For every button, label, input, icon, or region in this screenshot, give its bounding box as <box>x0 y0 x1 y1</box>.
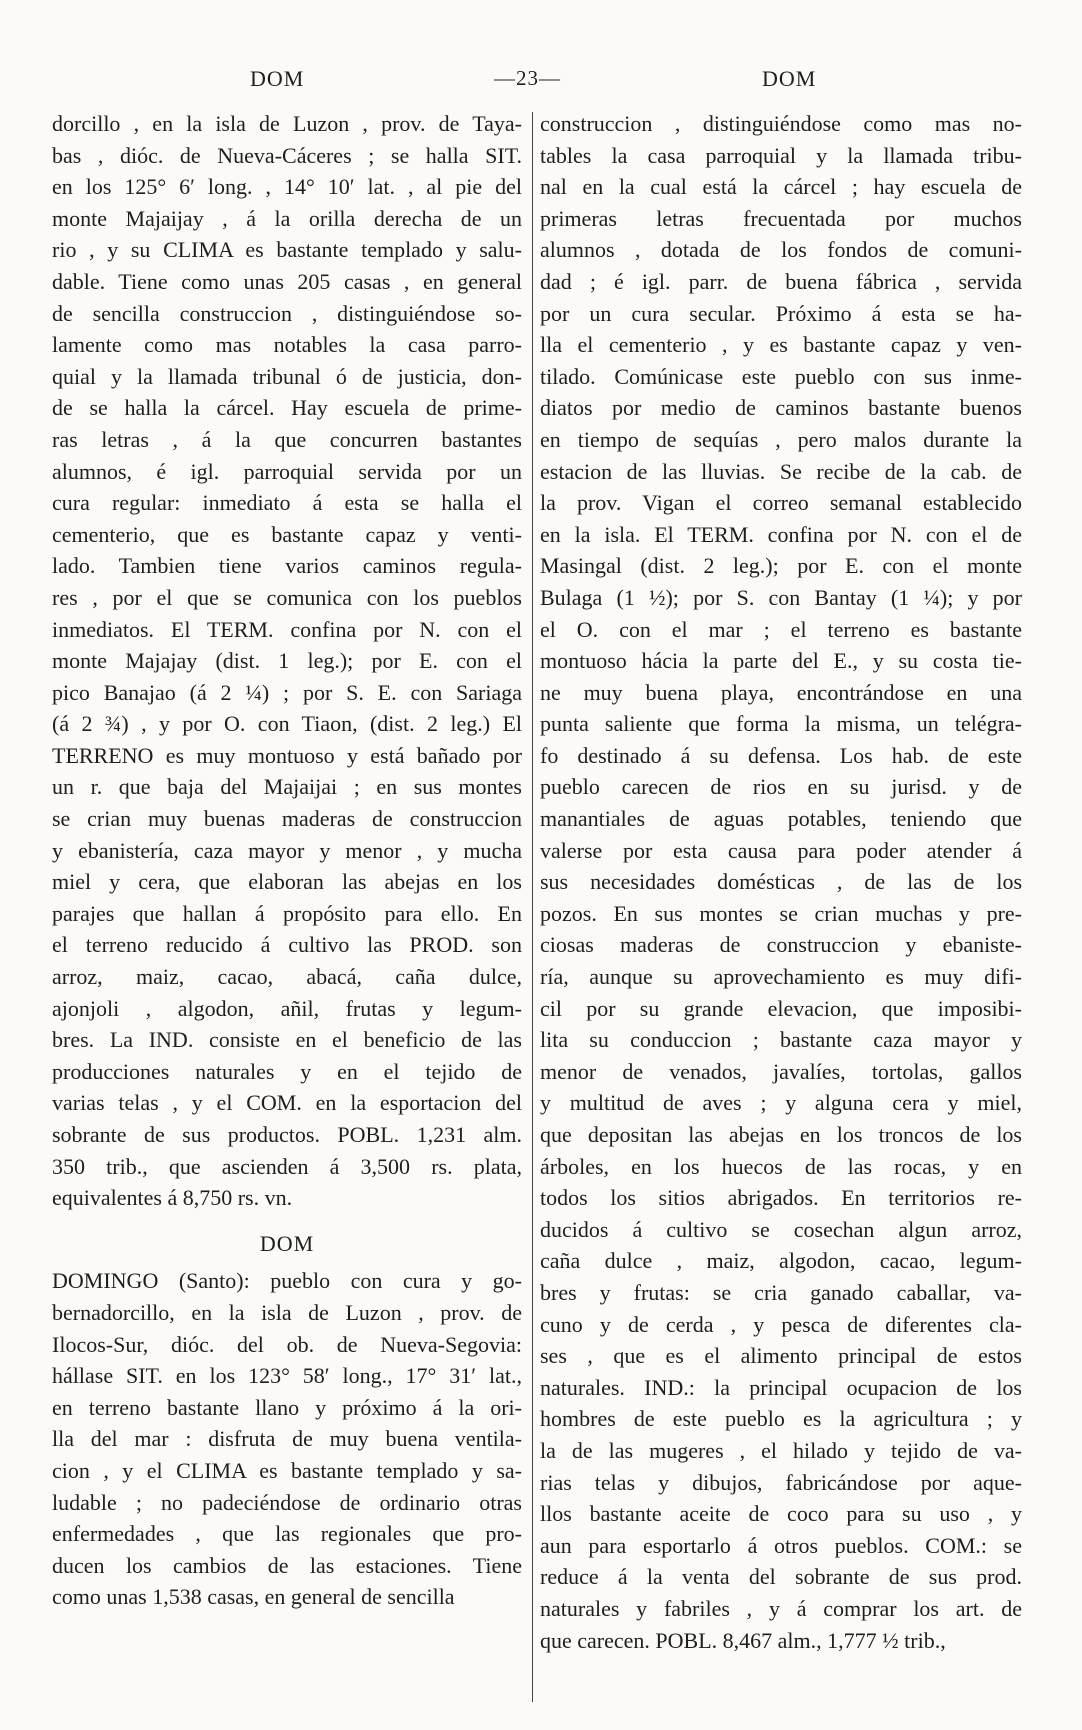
text-line: enfermedades , que las regionales que pro- <box>52 1521 522 1547</box>
text-line: y multitud de aves ; y alguna cera y miel, <box>540 1090 1022 1116</box>
text-line: fo destinado á su defensa. Los hab. de este <box>540 742 1022 768</box>
text-line: producciones naturales y en el tejido de <box>52 1058 522 1084</box>
text-line: se crian muy buenas maderas de construccion <box>52 806 522 832</box>
text-line: como unas 1,538 casas, en general de sencilla <box>52 1584 455 1610</box>
right-column <box>540 108 1022 1656</box>
text-line: varias telas , y el COM. en la esportacion del <box>52 1090 522 1116</box>
text-line: lita su conduccion ; bastante caza mayor y <box>540 1027 1022 1053</box>
text-line: lla del mar : disfruta de muy buena ventila- <box>52 1426 522 1452</box>
text-line: cura regular: inmediato á esta se halla el <box>52 490 522 516</box>
text-line: llos bastante aceite de coco para su uso , y <box>540 1501 1022 1527</box>
text-line: monte Majaijay , á la orilla derecha de un <box>52 205 522 231</box>
text-line: bernadorcillo, en la isla de Luzon , prov. de <box>52 1299 522 1325</box>
text-line: caña dulce , maiz, algodon, cacao, legum- <box>540 1248 1022 1274</box>
right-column-paragraph <box>540 108 1022 1656</box>
text-line: lado. Tambien tiene varios caminos regula- <box>52 553 522 579</box>
section-subheading: DOM <box>259 1230 315 1256</box>
page-number: —23— <box>494 66 561 90</box>
text-line: Ilocos-Sur, dióc. del ob. de Nueva-Segovia: <box>52 1331 522 1357</box>
text-line: que depositan las abejas en los troncos de los <box>540 1122 1022 1147</box>
text-line: 350 trib., que ascienden á 3,500 rs. plata, <box>52 1153 522 1179</box>
text-line: cil por su grande elevacion, que imposibi- <box>540 995 1022 1021</box>
text-line: en terreno bastante llano y próximo á la ori- <box>52 1394 522 1420</box>
text-line: parajes que hallan á propósito para ello. En <box>52 900 522 926</box>
running-header-left: DOM <box>250 66 305 91</box>
text-line: estacion de las lluvias. Se recibe de la cab. de <box>540 458 1022 484</box>
text-line: árboles, en los huecos de las rocas, y en <box>540 1153 1022 1179</box>
text-line: el O. con el mar ; el terreno es bastante <box>540 616 1022 642</box>
text-line: naturales. IND.: la principal ocupacion de los <box>540 1374 1022 1400</box>
text-line: ciosas maderas de construccion y ebaniste- <box>540 932 1022 958</box>
text-line: lamente como mas notables la casa parro- <box>52 332 522 358</box>
text-line: hombres de este pueblo es la agricultura ; y <box>540 1406 1022 1432</box>
text-line: ducen los cambios de las estaciones. Tiene <box>52 1552 522 1578</box>
text-line: quial y la llamada tribunal ó de justicia, don- <box>52 363 522 389</box>
text-line: diatos por medio de caminos bastante buenos <box>540 395 1022 421</box>
text-line: sobrante de sus productos. POBL. 1,231 alm. <box>52 1122 522 1147</box>
text-line: el terreno reducido á cultivo las PROD. son <box>52 932 522 958</box>
text-line: ses , que es el alimento principal de estos <box>540 1343 1022 1369</box>
text-line: monte Majajay (dist. 1 leg.); por E. con el <box>52 648 522 674</box>
text-line: Masingal (dist. 2 leg.); por E. con el monte <box>540 553 1022 579</box>
text-line: arroz, maiz, cacao, abacá, caña dulce, <box>52 964 522 990</box>
left-column <box>52 108 522 1613</box>
text-line: menor de venados, javalíes, tortolas, gallos <box>540 1058 1022 1084</box>
text-line: punta saliente que forma la misma, un telégra- <box>540 711 1022 737</box>
text-line: (á 2 ¾) , y por O. con Tiaon, (dist. 2 leg.) El <box>52 711 522 737</box>
text-line: cuno y de cerda , y pesca de diferentes cla- <box>540 1311 1022 1337</box>
text-line: cementerio, que es bastante capaz y venti- <box>52 521 522 547</box>
domingo-entry <box>52 1265 522 1613</box>
text-line: alumnos , dotada de los fondos de comuni- <box>540 237 1022 263</box>
text-line: DOMINGO (Santo): pueblo con cura y go- <box>52 1268 522 1294</box>
text-line: bres. La IND. consiste en el beneficio de las <box>52 1027 522 1053</box>
text-line: ajonjoli , algodon, añil, frutas y legum- <box>52 995 522 1021</box>
text-line: primeras letras frecuentada por muchos <box>540 205 1022 231</box>
text-line: aun para esportarlo á otros pueblos. COM.: se <box>540 1532 1022 1558</box>
text-line: ne muy buena playa, encontrándose en una <box>540 679 1022 705</box>
text-line: la prov. Vigan el correo semanal establecido <box>540 490 1022 516</box>
text-line: TERRENO es muy montuoso y está bañado por <box>52 742 522 768</box>
left-column-paragraph <box>52 108 522 1214</box>
text-line: manantiales de aguas potables, teniendo que <box>540 806 1022 832</box>
text-line: inmediatos. El TERM. confina por N. con el <box>52 616 522 642</box>
text-line: sus necesidades domésticas , de las de los <box>540 869 1022 895</box>
running-header-right: DOM <box>762 66 817 91</box>
text-line: en tiempo de sequías , pero malos durante la <box>540 426 1022 452</box>
text-line: dable. Tiene como unas 205 casas , en general <box>52 268 522 294</box>
text-line: tables la casa parroquial y la llamada tribu- <box>540 142 1022 168</box>
text-line: que carecen. POBL. 8,467 alm., 1,777 ½ trib., <box>540 1627 946 1653</box>
text-line: bas , dióc. de Nueva-Cáceres ; se halla SIT. <box>52 142 522 168</box>
text-line: rio , y su CLIMA es bastante templado y salu- <box>52 237 522 263</box>
text-line: por un cura secular. Próximo á esta se ha- <box>540 300 1022 326</box>
text-line: ludable ; no padeciéndose de ordinario otras <box>52 1489 522 1515</box>
text-line: en los 125° 6′ long. , 14° 10′ lat. , al pie del <box>52 174 522 200</box>
text-line: cion , y el CLIMA es bastante templado y sa- <box>52 1457 522 1483</box>
text-line: montuoso hácia la parte del E., y su costa tie- <box>540 648 1022 674</box>
text-line: equivalentes á 8,750 rs. vn. <box>52 1185 293 1211</box>
text-line: ras letras , á la que concurren bastantes <box>52 426 522 452</box>
text-line: ducidos á cultivo se cosechan algun arroz, <box>540 1216 1022 1242</box>
text-line: hállase SIT. en los 123° 58′ long., 17° 31′ lat., <box>52 1363 522 1389</box>
text-line: en la isla. El TERM. confina por N. con el de <box>540 521 1022 547</box>
text-line: nal en la cual está la cárcel ; hay escuela de <box>540 174 1022 200</box>
text-line: lla el cementerio , y es bastante capaz y ven- <box>540 332 1022 358</box>
text-line: construccion , distinguiéndose como mas no- <box>540 111 1022 136</box>
text-line: Bulaga (1 ½); por S. con Bantay (1 ¼); y por <box>540 584 1022 610</box>
text-line: dad ; é igl. parr. de buena fábrica , servida <box>540 268 1022 294</box>
text-line: todos los sitios abrigados. En territorios re- <box>540 1185 1022 1211</box>
text-line: un r. que baja del Majaijai ; en sus montes <box>52 774 522 800</box>
text-line: pueblo carecen de rios en su jurisd. y de <box>540 774 1022 800</box>
text-line: alumnos, é igl. parroquial servida por un <box>52 458 522 484</box>
text-line: y ebanistería, caza mayor y menor , y mucha <box>52 837 522 863</box>
column-divider <box>532 112 533 1702</box>
text-line: la de las mugeres , el hilado y tejido de va- <box>540 1437 1022 1463</box>
text-line: valerse por esta causa para poder atender á <box>540 837 1022 863</box>
text-line: res , por el que se comunica con los pueblos <box>52 584 522 610</box>
text-line: pico Banajao (á 2 ¼) ; por S. E. con Sariaga <box>52 679 522 705</box>
text-line: reduce á la venta del sobrante de sus prod. <box>540 1564 1022 1590</box>
text-line: de sencilla construccion , distinguiéndose so- <box>52 300 522 326</box>
text-line: naturales y fabriles , y á comprar los art. de <box>540 1595 1022 1621</box>
text-line: tilado. Comúnicase este pueblo con sus inme- <box>540 363 1022 389</box>
text-line: de se halla la cárcel. Hay escuela de prime- <box>52 395 522 421</box>
text-line: ría, aunque su aprovechamiento es muy difi- <box>540 964 1022 990</box>
text-line: rias telas y dibujos, fabricándose por aque- <box>540 1469 1022 1495</box>
text-line: dorcillo , en la isla de Luzon , prov. de Taya- <box>52 111 522 136</box>
text-line: bres y frutas: se cria ganado caballar, va- <box>540 1279 1022 1305</box>
text-line: miel y cera, que elaboran las abejas en los <box>52 869 522 895</box>
text-line: pozos. En sus montes se crian muchas y pre- <box>540 900 1022 926</box>
